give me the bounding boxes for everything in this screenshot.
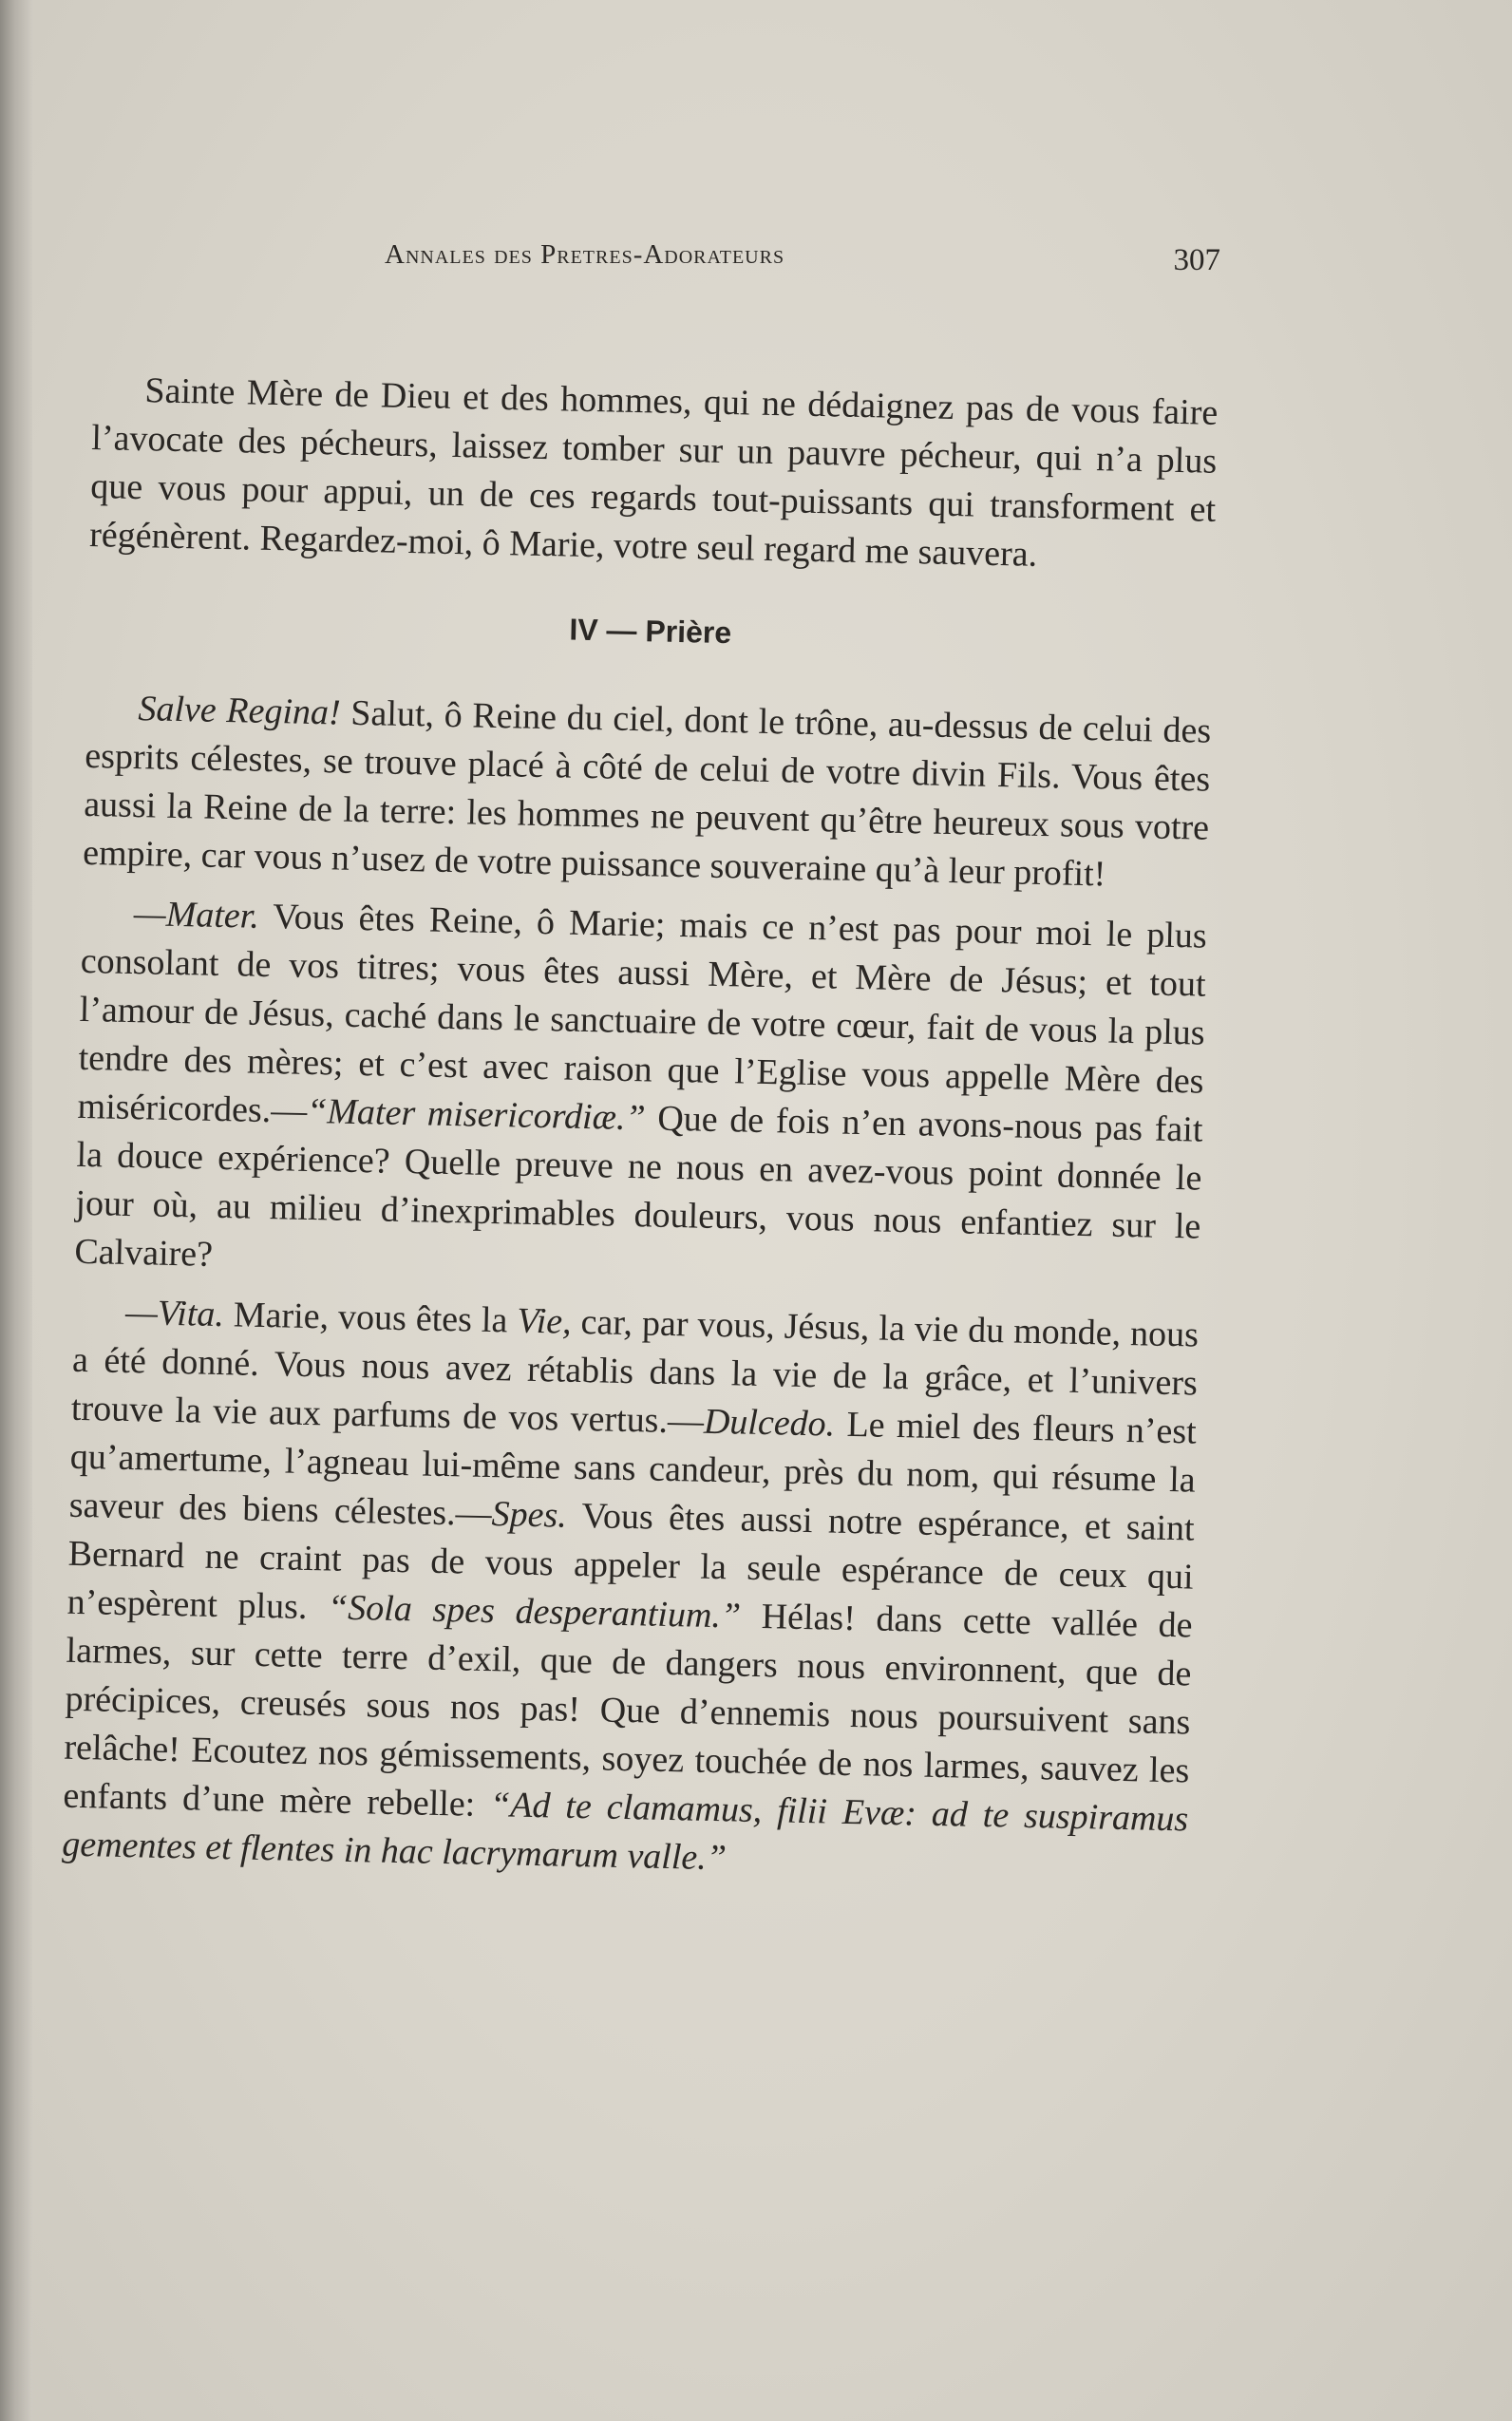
page-header [385,239,1220,281]
vita-italic: —Vita. [124,1292,225,1335]
mater-italic: —Mater. [133,894,260,936]
vie-italic: Vie, [516,1300,573,1342]
dulcedo-italic: Dulcedo. [703,1401,836,1445]
mater-text-b: Que de fois n’en avons-nous pas fait la douce expérience? Quelle preuve ne nous en avez-vous point donnée le jour où, au milieu d’inexprimables douleurs, vous nous enfantiez sur le Calvaire? [74,1098,1203,1275]
sola-spes-quote: “Sola spes desperantium.” [327,1587,742,1636]
vita-text-e: Hélas! dans cette vallée de larmes, sur cette terre d’exil, que de dangers nous environnent, que de précipices, creusés sous nos pas! Que d’ennemis nous poursuivent sans relâche! Ecoutez nos gémissements, soyez touchée de nos larmes, sauvez les enfants d’une mère rebelle: [63,1596,1193,1825]
vita-text-b: car, par vous, Jésus, la vie du monde, nous a été donné. Vous nous avez rétablis dans la vie de la grâce, et l’univers trouve la vie aux parfums de vos vertus.— [70,1301,1200,1442]
paragraph-mater [74,889,1207,1300]
paragraph-salve-regina [83,684,1212,901]
paragraph-invocation: Sainte Mère de Dieu et des hommes, qui ne dédaignez pas de vous faire l’avocate des pécheurs, laissez tomber sur un pauvre pécheur, qui n’a plus que vous pour appui, un de ces regards tout-puissants qui transforment et régénèrent. Regardez-moi, ô Marie, votre seul regard me sauvera. [88,370,1219,575]
salve-regina-italic: Salve Regina! [138,689,342,733]
paragraph-vita [62,1288,1200,1893]
section-heading: IV — Prière [569,612,732,651]
vita-text-a: Marie, vous êtes la [223,1295,518,1341]
ad-te-clamamus-quote: “Ad te clamamus, filii Evæ: ad te suspiramus gementes et flentes in hac lacrymarum valle.” [61,1785,1189,1879]
mater-text-a: Vous êtes Reine, ô Marie; mais ce n’est pas pour moi le plus consolant de vos titres; vous êtes aussi Mère, et Mère de Jésus; et tout l’amour de Jésus, caché dans le sanctuaire de votre cœur, fait de vous la plus tendre des mères; et c’est avec raison que l’Eglise vous appelle Mère des miséricordes.— [77,896,1208,1131]
salve-text: Salut, ô Reine du ciel, dont le trône, au-dessus de celui des esprits célestes, se trouve placé à côté de celui de votre divin Fils. Vous êtes aussi la Reine de la terre: les hommes ne peuvent qu’être heureux sous votre empire, car vous n’usez de votre puissance souveraine qu’à leur profit! [82,692,1212,895]
vita-text-c: Le miel des fleurs n’est qu’amertume, l’agneau lui-même sans candeur, près du nom, qui résume la saveur des biens célestes.— [68,1404,1198,1535]
mater-misericordiae-quote: “Mater misericordiæ.” [306,1090,647,1139]
page-body [62,366,1219,1892]
running-title: Annales des Pretres-Adorateurs [385,239,785,270]
page-number: 307 [1173,243,1220,277]
vita-text-d: Vous êtes aussi notre espérance, et saint Bernard ne craint pas de vous appeler la seule espérance de ceux qui n’espèrent plus. [66,1495,1196,1628]
spes-italic: Spes. [491,1494,568,1536]
book-spine-shadow [0,0,32,2421]
